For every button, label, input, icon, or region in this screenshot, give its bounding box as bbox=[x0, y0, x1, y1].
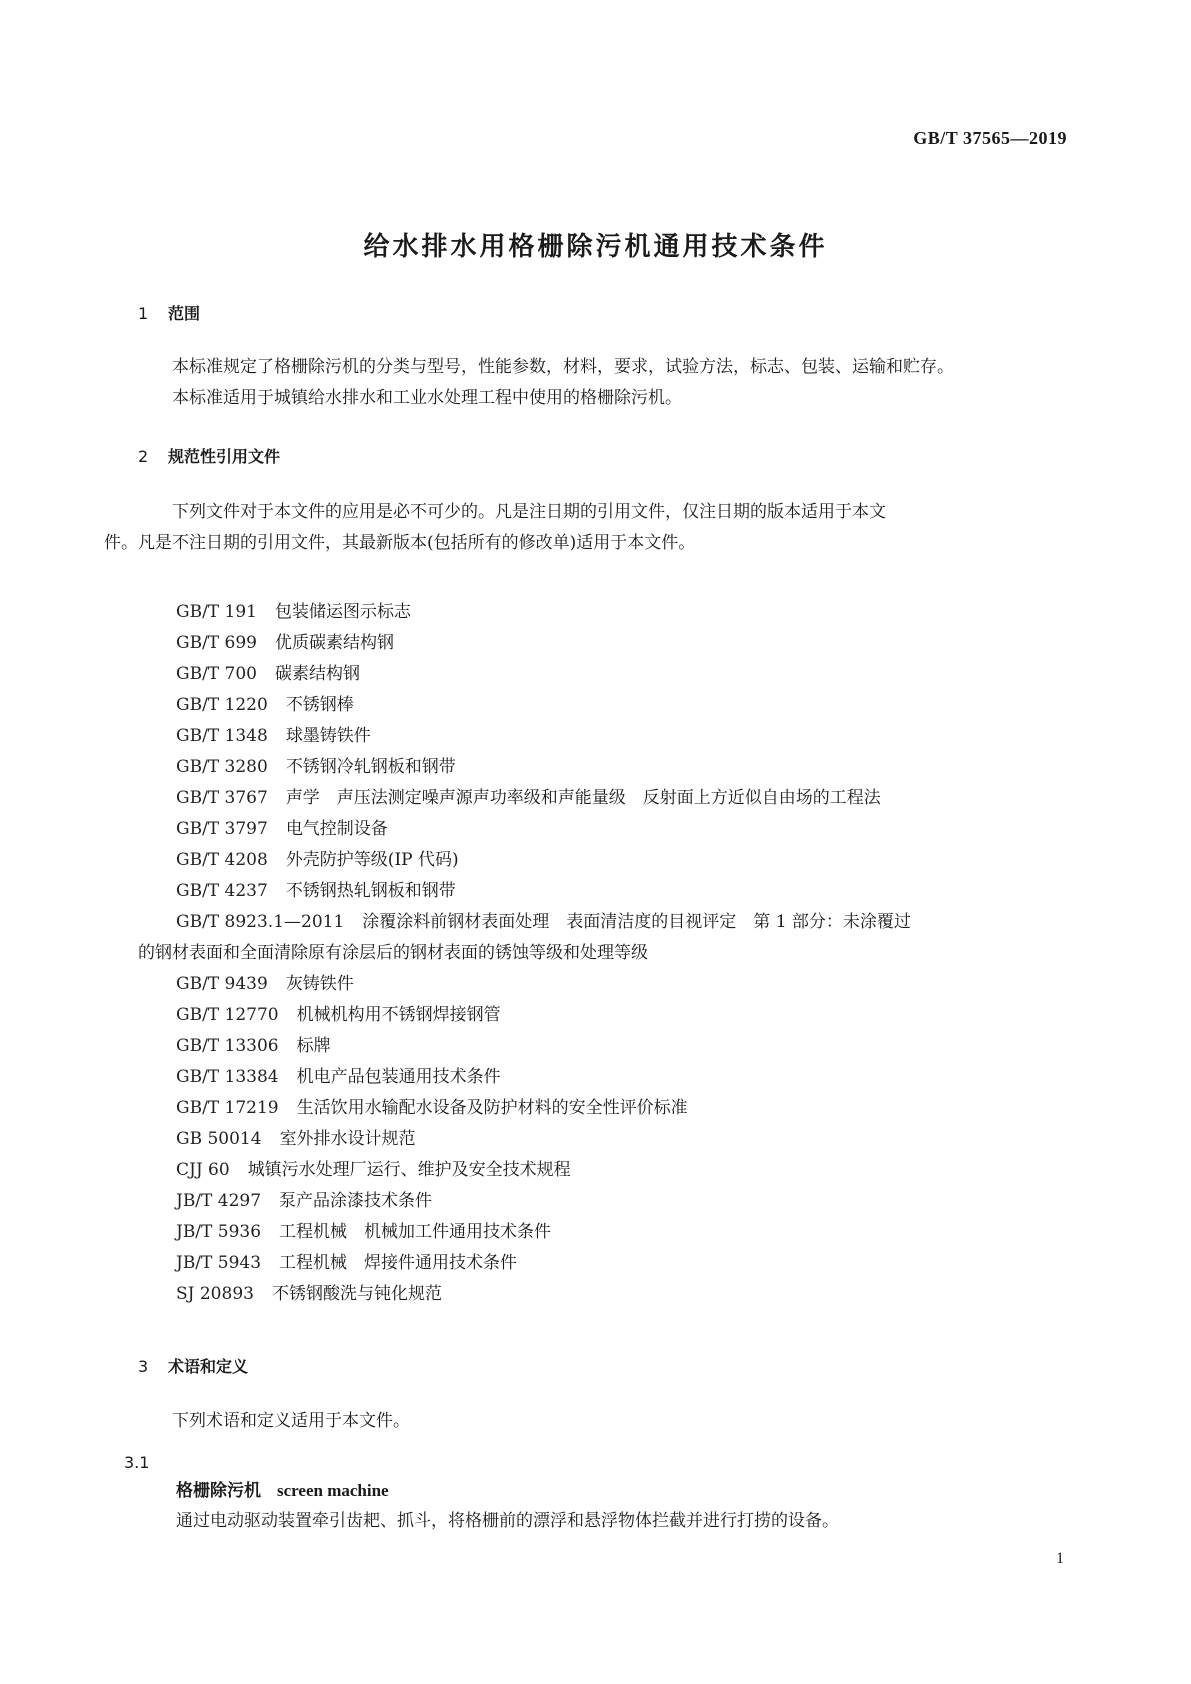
term-definition: 通过电动驱动装置牵引齿耙、抓斗，将格栅前的漂浮和悬浮物体拦截并进行打捞的设备。 bbox=[176, 1511, 839, 1531]
reference-title: 声学 声压法测定噪声源声功率级和声能量级 反射面上方近似自由场的工程法 bbox=[285, 788, 881, 808]
document-title: 给水排水用格栅除污机通用技术条件 bbox=[363, 232, 828, 262]
section-number: 3 bbox=[138, 1357, 149, 1376]
reference-code: GB/T 4237 bbox=[176, 881, 268, 901]
reference-title: 室外排水设计规范 bbox=[279, 1129, 416, 1149]
reference-item bbox=[176, 1062, 1056, 1093]
reference-item bbox=[176, 752, 1056, 783]
reference-code: GB/T 699 bbox=[176, 633, 257, 653]
reference-title: 工程机械 焊接件通用技术条件 bbox=[279, 1253, 518, 1273]
reference-code: GB 50014 bbox=[176, 1129, 262, 1149]
reference-title: 涂覆涂料前钢材表面处理 表面清洁度的目视评定 第 1 部分：未涂覆过 bbox=[362, 912, 911, 932]
section-number: 1 bbox=[138, 304, 149, 323]
reference-code: GB/T 4208 bbox=[176, 850, 268, 870]
section-number: 2 bbox=[138, 447, 149, 466]
reference-code: JB/T 5936 bbox=[176, 1222, 262, 1242]
term-chinese: 格栅除污机 bbox=[176, 1481, 261, 1501]
reference-item bbox=[176, 845, 1056, 876]
term-entry bbox=[176, 1476, 389, 1501]
reference-title: 碳素结构钢 bbox=[275, 664, 360, 684]
reference-item bbox=[176, 1279, 1056, 1310]
reference-item bbox=[176, 1124, 1056, 1155]
reference-title: 工程机械 机械加工件通用技术条件 bbox=[279, 1222, 552, 1242]
reference-item bbox=[176, 814, 1056, 845]
scope-line-1: 本标准规定了格栅除污机的分类与型号，性能参数，材料，要求，试验方法，标志、包装、运输和贮存。 bbox=[172, 357, 954, 377]
reference-code: SJ 20893 bbox=[176, 1284, 254, 1304]
terms-intro bbox=[138, 1406, 1058, 1437]
intro-line-2: 件。凡是不注日期的引用文件，其最新版本(包括所有的修改单)适用于本文件。 bbox=[104, 533, 696, 553]
reference-item bbox=[176, 1031, 1056, 1062]
reference-title: 灰铸铁件 bbox=[285, 974, 354, 994]
reference-item bbox=[176, 628, 1056, 659]
reference-code: JB/T 5943 bbox=[176, 1253, 262, 1273]
reference-item bbox=[176, 783, 1056, 814]
reference-item bbox=[176, 876, 1056, 907]
reference-code: GB/T 700 bbox=[176, 664, 257, 684]
reference-item bbox=[176, 1155, 1056, 1186]
reference-title: 优质碳素结构钢 bbox=[275, 633, 394, 653]
intro-line-1: 下列文件对于本文件的应用是必不可少的。凡是注日期的引用文件，仅注日期的版本适用于本文 bbox=[172, 502, 886, 522]
reference-title: 外壳防护等级(IP 代码) bbox=[285, 850, 459, 870]
section-title: 规范性引用文件 bbox=[168, 447, 281, 466]
standard-code: GB/T 37565—2019 bbox=[913, 128, 1067, 148]
reference-code: GB/T 1348 bbox=[176, 726, 268, 746]
reference-code: GB/T 13384 bbox=[176, 1067, 279, 1087]
reference-title: 不锈钢冷轧钢板和钢带 bbox=[285, 757, 456, 777]
reference-list bbox=[138, 597, 1056, 1310]
reference-item bbox=[176, 659, 1056, 690]
reference-title: 机电产品包装通用技术条件 bbox=[296, 1067, 501, 1087]
reference-title: 不锈钢酸洗与钝化规范 bbox=[271, 1284, 442, 1304]
clause-number: 3.1 bbox=[124, 1453, 150, 1472]
reference-code: GB/T 13306 bbox=[176, 1036, 279, 1056]
reference-continuation: 的钢材表面和全面清除原有涂层后的钢材表面的锈蚀等级和处理等级 bbox=[138, 943, 648, 963]
reference-item bbox=[176, 1186, 1056, 1217]
reference-code: CJJ 60 bbox=[176, 1160, 230, 1180]
reference-item bbox=[176, 969, 1056, 1000]
section-title: 术语和定义 bbox=[168, 1357, 249, 1376]
scope-paragraph bbox=[138, 352, 1058, 414]
reference-code: GB/T 3797 bbox=[176, 819, 268, 839]
reference-code: GB/T 1220 bbox=[176, 695, 268, 715]
reference-title: 不锈钢热轧钢板和钢带 bbox=[285, 881, 456, 901]
reference-code: GB/T 3280 bbox=[176, 757, 268, 777]
reference-title: 城镇污水处理厂运行、维护及安全技术规程 bbox=[247, 1160, 571, 1180]
reference-title: 生活饮用水输配水设备及防护材料的安全性评价标准 bbox=[296, 1098, 688, 1118]
page-number: 1 bbox=[1056, 1550, 1064, 1567]
reference-item bbox=[176, 597, 1056, 628]
reference-first-line bbox=[176, 907, 1056, 938]
reference-item bbox=[176, 690, 1056, 721]
scope-line-2: 本标准适用于城镇给水排水和工业水处理工程中使用的格栅除污机。 bbox=[172, 388, 682, 408]
reference-code: JB/T 4297 bbox=[176, 1191, 262, 1211]
section-title: 范围 bbox=[168, 304, 201, 323]
term-english: screen machine bbox=[277, 1481, 389, 1500]
reference-item bbox=[176, 1093, 1056, 1124]
reference-title: 球墨铸铁件 bbox=[285, 726, 371, 746]
reference-code: GB/T 191 bbox=[176, 602, 257, 622]
reference-title: 机械机构用不锈钢焊接钢管 bbox=[296, 1005, 501, 1025]
reference-item bbox=[176, 1000, 1056, 1031]
reference-item bbox=[176, 721, 1056, 752]
reference-title: 电气控制设备 bbox=[285, 819, 388, 839]
reference-item bbox=[176, 1217, 1056, 1248]
section-3-heading bbox=[138, 1354, 248, 1377]
reference-code: GB/T 8923.1—2011 bbox=[176, 912, 345, 932]
reference-code: GB/T 9439 bbox=[176, 974, 268, 994]
reference-item bbox=[138, 907, 1056, 969]
norm-refs-intro bbox=[104, 497, 1058, 559]
reference-code: GB/T 12770 bbox=[176, 1005, 279, 1025]
reference-title: 不锈钢棒 bbox=[285, 695, 354, 715]
section-1-heading bbox=[138, 301, 200, 324]
reference-title: 泵产品涂漆技术条件 bbox=[279, 1191, 433, 1211]
reference-title: 包装储运图示标志 bbox=[275, 602, 411, 622]
section-2-heading bbox=[138, 444, 280, 467]
reference-code: GB/T 17219 bbox=[176, 1098, 279, 1118]
reference-item bbox=[176, 1248, 1056, 1279]
terms-intro-line: 下列术语和定义适用于本文件。 bbox=[172, 1411, 410, 1431]
reference-code: GB/T 3767 bbox=[176, 788, 268, 808]
reference-title: 标牌 bbox=[296, 1036, 331, 1056]
